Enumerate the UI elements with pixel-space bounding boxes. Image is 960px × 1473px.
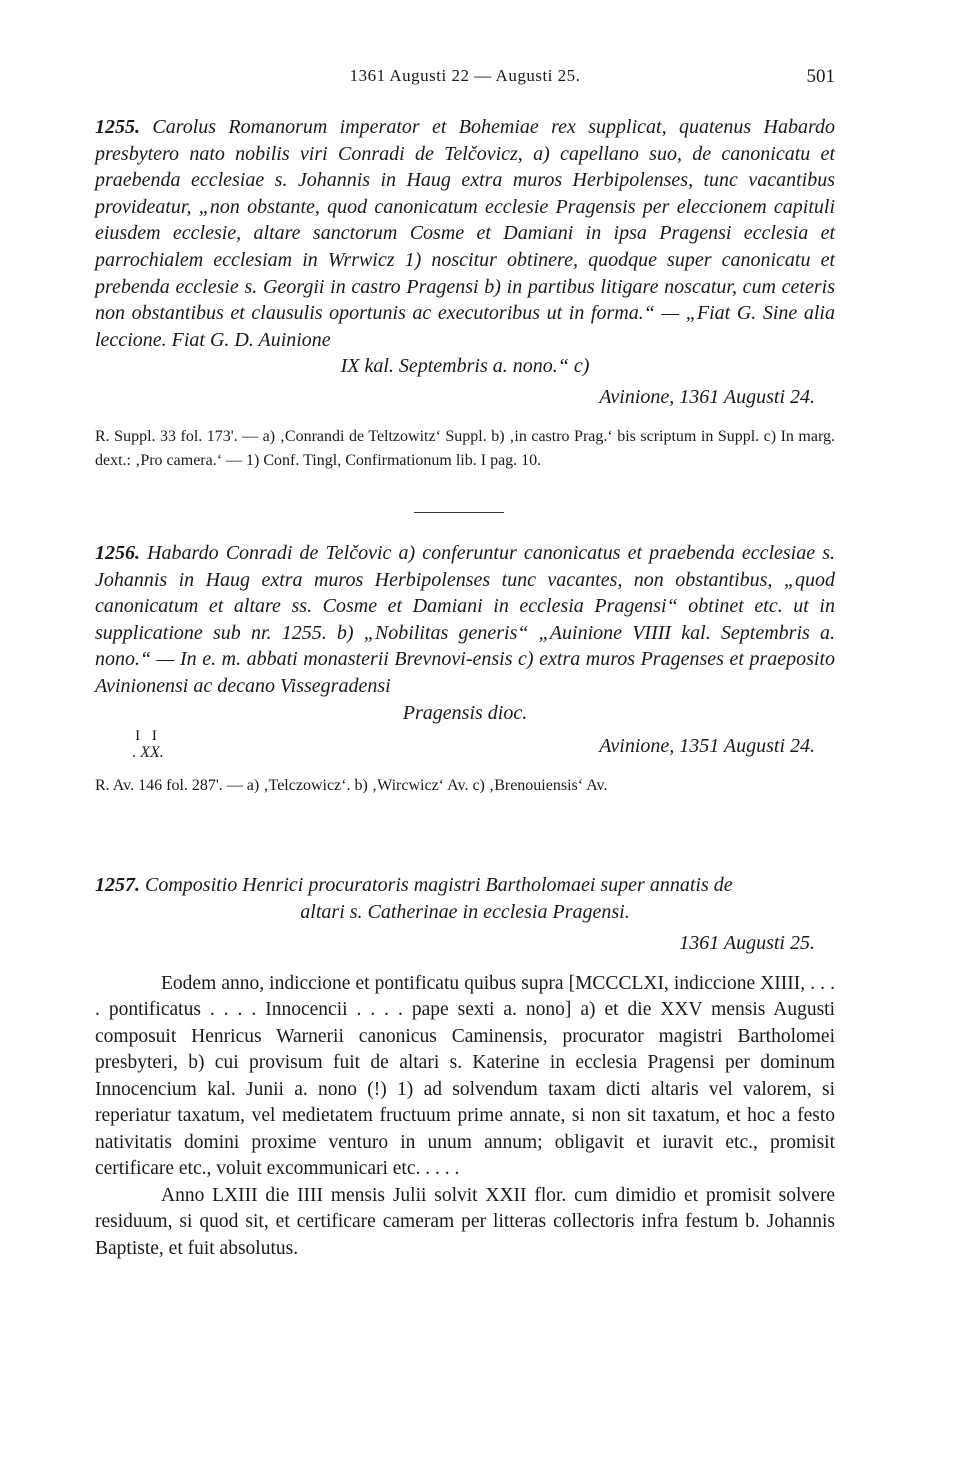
notes-1256: R. Av. 146 fol. 287'. — a) ‚Telczowicz‘. b) ‚Wircwicz‘ Av. c) ‚Brenouiensis‘ Av. [95,776,608,794]
regest-text-1257: Compositio Henrici procuratoris magistri Bartholomaei super annatis de [140,874,733,896]
regest-text-1256: Habardo Conradi de Telčovic a) conferuntur canonicatus et praebenda ecclesiae s. Johannis in Haug extra muros Herbipolenses tunc vacantes, non obstantibus, „quod canonicatum et altare ss. Cosme et Damiani in ecclesia Pragensi“ obtinet etc. ut in supplicatione sub nr. 1255. b) „Nobilitas generis“ „Auinione VIIII kal. Septembris a. nono.“ — In e. m. abbati monasterii Brevnovi-ensis c) extra muros Pragenses et praeposito Avinionensi ac decano Vissegradensi [95,542,835,697]
body-paragraph-2: Anno LXIII die IIII mensis Julii solvit XXII flor. cum dimidio et promisit solvere residuum, si quod sit, et certificare cameram per litteras collectoris infra festum b. Johannis Baptiste, et fuit absolutus. [95,1184,835,1259]
body-paragraph-1: Eodem anno, indiccione et pontificatu quibus supra [MCCCLXI, indiccione XIIII, . . . . pontificatus . . . . Innocencii . . . . pape sexti a. nono] a) et die XXV mensis Augusti composuit Henricus Warnerii canonicus Caminensis, procurator magistri Bartholomei presbyteri, b) cui provisum fuit de altari s. Katerine in ecclesia Pragensi per dominum Innocencium kal. Junii a. nono (!) 1) ad solvendum taxam dicti altaris vel valorem, si reperiatur taxatum, vel medietatem fructuum prime annate, si non sit taxatum, et hoc a festo nativitatis domini proxime venturo in unum annum; obligavit et iuravit etc., promisit certificare etc., voluit excommunicari etc. . . . . [95,972,835,1180]
entry-1256 [95,540,835,798]
mark-xx: . XX. [132,744,164,761]
entry-1257 [95,872,835,1262]
regest-1257 [95,872,835,899]
running-title: 1361 Augusti 22 — Augusti 25. [349,66,581,85]
dateline-1256: Avinione, 1351 Augusti 24. [599,734,815,757]
entry-number-1257: 1257. [95,874,140,896]
entry-number-1256: 1256. [95,542,140,564]
regest-1255 [95,114,835,353]
regest-text-1255: Carolus Romanorum imperator et Bohemiae rex supplicat, quatenus Habardo presbytero nato nobilis viri Conradi de Telčovicz, a) capellano suo, de canonicatu et praebenda ecclesiae s. Johannis in Haug extra muros Herbipolenses, tunc vacantibus provideatur, „non obstante, quod canonicatum ecclesie Pragensis per eleccionem capituli eiusdem ecclesie, altare sanctorum Cosme et Damiani in ipsa Pragensi ecclesia et parrochialem ecclesiam in Wrrwicz 1) noscitur obtinere, quodque super canonicatu et prebenda ecclesie s. Georgii in castro Pragensi b) in partibus litigare noscatur, cum ceteris non obstantibus et clausulis oportunis ac executoribus ut in forma.“ — „Fiat G. Sine alia leccione. Fiat G. D. Auinione [95,116,835,351]
entry-1255 [95,114,835,473]
entry-number-1255: 1255. [95,116,140,138]
regest-center-line-1255: IX kal. Septembris a. nono.“ c) [340,355,590,378]
regest-1256 [95,540,835,700]
regest-center-line-1256: Pragensis dioc. [402,701,528,724]
regest-center-line-1257: altari s. Catherinae in ecclesia Pragensi. [300,900,630,923]
notes-1255: R. Suppl. 33 fol. 173'. — a) ‚Conrandi de Teltzowitz‘ Suppl. b) ‚in castro Prag.‘ bis scriptum in Suppl. c) In marg. dext.: ‚Pro camera.‘ — 1) Conf. Tingl, Confirmationum lib. I pag. 10. [95,428,835,470]
running-header [95,66,835,92]
separator-rule [414,512,504,513]
marginal-mark [118,728,178,778]
page-number: 501 [806,66,835,87]
mark-bars: I I [135,728,161,744]
dateline-1255: Avinione, 1361 Augusti 24. [599,386,815,409]
dateline-1257: 1361 Augusti 25. [679,931,815,954]
